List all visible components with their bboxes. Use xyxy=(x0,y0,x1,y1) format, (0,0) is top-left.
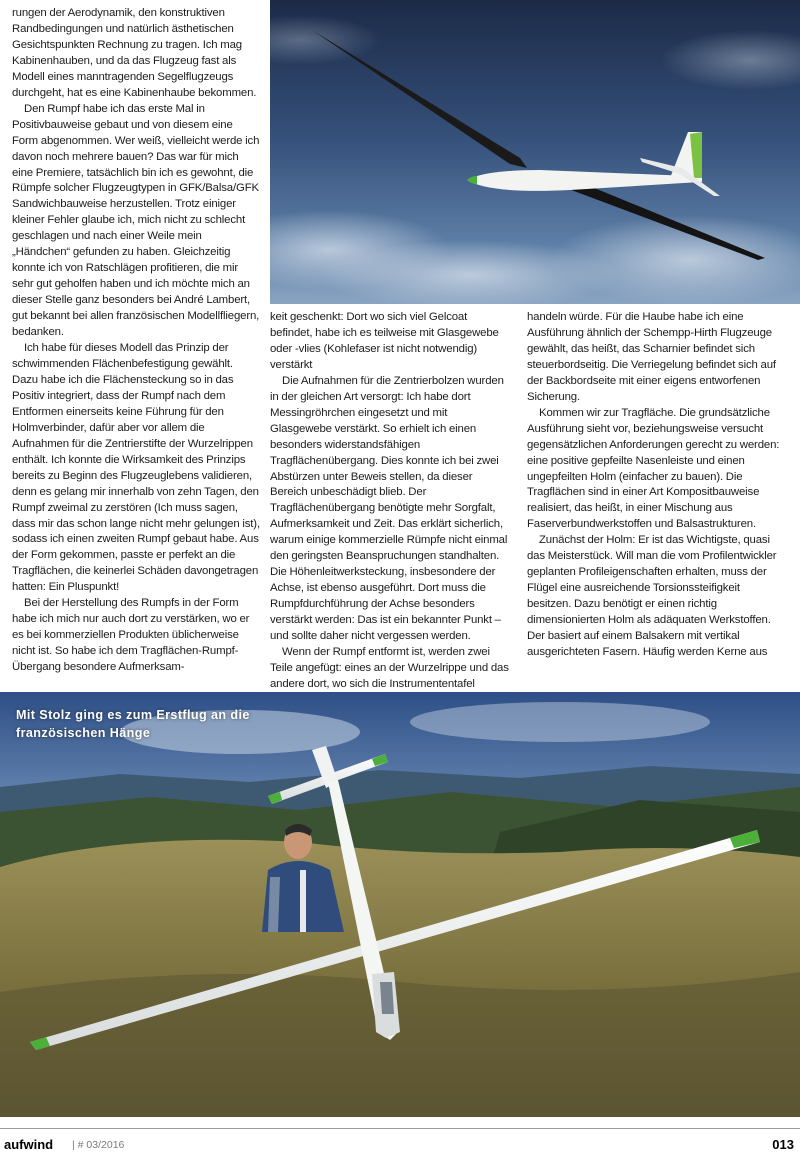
photo-caption: Mit Stolz ging es zum Erstflug an die französischen Hänge xyxy=(16,708,250,740)
paragraph: handeln würde. Für die Haube habe ich eine Ausführung ähnlich der Schempp-Hirth Flugzeuge gewählt, das heißt, das Scharnier befindet sich steuerbordseitig. Die Verriegelung befindet sich auf der Backbordseite mit einer eigens entworfenen Sicherung. xyxy=(527,311,776,403)
paragraph: Den Rumpf habe ich das erste Mal in Positivbauweise gebaut und von diesem eine Form abgenommen. Wer weiß, vielleicht werde ich davon noch mehrere bauen? Das war für mich eine Premiere, tatsächlich bin ich es gewohnt, die Rümpfe solcher Flugzeugtypen in GFK/Balsa/GFK Sandwichbauweise herzustellen. Trotz einiger kleiner Fehler glaube ich, mich nicht zu schlecht geschlagen und nach einer Weile mein „Händchen“ gefunden zu haben. Gleichzeitig konnte ich von Ratschlägen profitieren, die mir sehr gut geholfen haben und ich möchte mich an dieser Stelle ganz besonders bei André Lambert, gut bekannt bei allen französischen Modellfliegern, bedanken. xyxy=(12,102,260,339)
pilot-with-glider-photo xyxy=(0,692,800,1117)
glider-in-flight-photo xyxy=(270,0,800,304)
paragraph: Zunächst der Holm: Er ist das Wichtigste, quasi das Meisterstück. Will man die vom Profilentwickler geplanten Profileigenschaften erhalten, muss der Flügel eine ausreichende Torsionssteifigkeit besitzen. Dazu benötigt er einen richtig dimensionierten Holm als adäquaten Werkstoffen. Der basiert auf einem Balsakern mit vertikal ausgerichteten Fasern. Häufig werden Kerne aus xyxy=(527,534,777,659)
issue-number: # 03/2016 xyxy=(77,1139,125,1151)
hillside-illustration xyxy=(0,692,800,1117)
page-footer xyxy=(0,1128,800,1166)
page-number: 013 xyxy=(772,1137,794,1152)
paragraph: Ich habe für dieses Modell das Prinzip der schwimmenden Flächenbefestigung gewählt. Dazu habe ich die Flächensteckung so in das Positiv integriert, dass der Rumpf nach dem Entformen einerseits keine Führung für den Holmverbinder, dafür aber vor allem die Aufnahmen für die Zentrierstifte der Wurzelrippen enthält. Ich konnte die Wirksamkeit des Prinzips bereits zu Beginn des Flugzeuglebens validieren, denn es gelang mir innerhalb von zehn Tagen, den Rumpf zweimal zu zerstören (Ich muss sagen, dass mir das schon lange nicht mehr gelungen ist), sodass ich einen zweiten Rumpf gebaut habe. Aus der Form gekommen, passte er perfekt an die Tragflächen, die keinerlei Schäden davongetragen hatten: Ein Pluspunkt! xyxy=(12,342,260,594)
text-column-1 xyxy=(12,6,261,676)
magazine-brand: aufwind xyxy=(4,1137,54,1152)
paragraph: rungen der Aerodynamik, den konstruktiven Randbedingungen und natürlich ästhetischen Gesichtspunkten Rechnung zu tragen. Ich mag Kabinenhauben, und da das Flugzeug fast als Modell eines manntragenden Segelflugzeugs durchgeht, hat es eine Kabinenhaube bekommen. xyxy=(12,7,257,99)
paragraph: Bei der Herstellung des Rumpfs in der Form habe ich mich nur auch dort zu verstärken, wo er es bei kommerziellen Produkten üblicherweise nicht ist. So habe ich dem Tragflächen-Rumpf-Übergang besondere Aufmerksam- xyxy=(12,597,250,674)
issue-separator: | xyxy=(72,1139,75,1151)
text-column-2 xyxy=(270,310,510,725)
paragraph: keit geschenkt: Dort wo sich viel Gelcoat befindet, habe ich es teilweise mit Glasgewebe oder -vlies (Kohlefaser ist nicht notwendig) verstärkt xyxy=(270,311,499,371)
glider-flight-illustration xyxy=(270,0,800,304)
paragraph: Die Aufnahmen für die Zentrierbolzen wurden in der gleichen Art versorgt: Ich habe dort Messingröhrchen eingesetzt und mit Glasgewebe verstärkt. So erhielt ich einen besonders widerstandsfähigen Tragflächenübergang. Dies konnte ich bei zwei Abstürzen unter Beweis stellen, da dieser Bereich unbeschädigt blieb. Der Tragflächenübergang benötigte mehr Sorgfalt, Aufmerksamkeit und Zeit. Das erklärt sicherlich, warum einige kommerzielle Rümpfe nicht einmal den geringsten Beanspruchungen standhalten. Die Höhenleitwerksteckung, insbesondere der Achse, ist ebenso ausgeführt. Dort muss die Rumpfdurchführung der Achse besonders verstärkt werden: Das ist ein bekannter Punkt – und sollte daher nicht vergessen werden. xyxy=(270,374,508,643)
paragraph: Wenn der Rumpf entformt ist, werden zwei Teile angefügt: eines an der Wurzelrippe und das andere dort, wo sich die Instrumententafel xyxy=(270,646,509,690)
text-column-3 xyxy=(527,310,785,661)
paragraph: Kommen wir zur Tragfläche. Die grundsätzliche Ausführung sieht vor, beziehungsweise versucht gegensätzlichen Anforderungen gerecht zu werden: eine positive gepfeilte Nasenleiste und einen ungepfeilten Holm (einfacher zu bauen). Die Tragflächen sind in einer Art Kompositbauweise realisiert, das heißt, in einer Mischung aus Faserverbundwerkstoffen und Balsastrukturen. xyxy=(527,406,780,531)
issue-info xyxy=(72,1139,124,1151)
